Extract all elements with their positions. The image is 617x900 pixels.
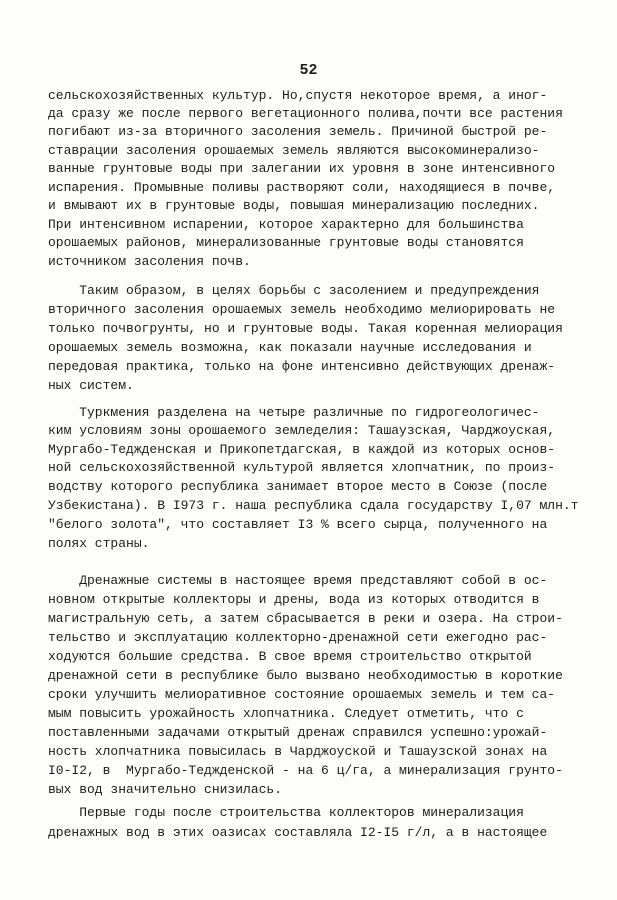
text-line: "белого золота", что составляет I3 % всего сырца, полученного на [48, 517, 548, 532]
text-line: Таким образом, в целях борьбы с засолением и предупреждения [48, 283, 540, 298]
text-line: ной сельскохозяйственной культурой является хлопчатник, по произ- [48, 460, 556, 475]
text-line: Туркмения разделена на четыре различные по гидрогеологичес- [48, 405, 540, 420]
text-line: дренажной сети в республике было вызвано необходимостью в короткие [48, 668, 563, 683]
text-line: погибают из-за вторичного засоления земель. Причиной быстрой ре- [48, 124, 548, 139]
text-line: ность хлопчатника повысилась в Чарджоуской и Ташаузской зонах на [48, 744, 548, 759]
text-line: полях страны. [48, 536, 150, 551]
text-line: Мургабо-Теджденская и Прикопетдагская, в каждой из которых основ- [48, 442, 556, 457]
text-line: передовая практика, только на фоне интенсивно действующих дренаж- [48, 359, 556, 374]
text-line: магистральную сеть, а затем сбрасывается в реки и озера. На строи- [48, 611, 563, 626]
text-line: сроки улучшить мелиоративное состояние орошаемых земель и тем са- [48, 687, 556, 702]
text-line: испарения. Промывные поливы растворяют соли, находящиеся в почве, [48, 180, 556, 195]
text-line: да сразу же после первого вегетационного полива,почти все растения [48, 106, 563, 121]
text-line: ванные грунтовые воды при залегании их уровня в зоне интенсивного [48, 161, 556, 176]
text-line: мым повысить урожайность хлопчатника. Следует отметить, что с [48, 706, 524, 721]
text-line: Узбекистана). В I973 г. наша республика сдала государству I,07 млн.т [48, 498, 579, 513]
text-line: При интенсивном испарении, которое характерно для большинства [48, 217, 524, 232]
text-line: орошаемых районов, минерализованные грунтовые воды становятся [48, 235, 524, 250]
text-line: Первые годы после строительства коллекторов минерализация [48, 805, 524, 820]
text-line: водству которого республика занимает второе место в Союзе (после [48, 479, 548, 494]
text-line: орошаемых земель возможна, как показали научные исследования и [48, 340, 532, 355]
text-line: вторичного засоления орошаемых земель необходимо мелиорировать не [48, 302, 556, 317]
page-number: 52 [299, 62, 318, 79]
text-line: вых вод значительно снизилась. [48, 782, 283, 797]
text-line: ных систем. [48, 378, 134, 393]
text-line: новном открытые коллекторы и дрены, вода из которых отводится в [48, 592, 540, 607]
text-line: только почвогрунты, но и грунтовые воды. Такая коренная мелиорация [48, 321, 563, 336]
text-line: Дренажные системы в настоящее время представляют собой в ос- [48, 573, 548, 588]
text-line: сельскохозяйственных культур. Но,спустя некоторое время, а иног- [48, 88, 548, 103]
text-line: ставрации засоления орошаемых земель являются высокоминерализо- [48, 143, 540, 158]
text-line: и вмывают их в грунтовые воды, повышая минерализацию последних. [48, 198, 540, 213]
text-line: I0-I2, в Мургабо-Теджденской - на 6 ц/га, а минерализация грунто- [48, 763, 563, 778]
text-line: ходуются большие средства. В свое время строительство открытой [48, 649, 532, 664]
text-line: дренажных вод в этих оазисах составляла I2-I5 г/л, а в настоящее [48, 825, 548, 840]
text-line: ким условиям зоны орошаемого земледелия: Ташаузская, Чарджоуская, [48, 423, 556, 438]
text-line: источником засоления почв. [48, 254, 251, 269]
text-line: поставленными задачами открытый дренаж справился успешно:урожай- [48, 725, 548, 740]
text-line: тельство и эксплуатацию коллекторно-дренажной сети ежегодно рас- [48, 630, 548, 645]
